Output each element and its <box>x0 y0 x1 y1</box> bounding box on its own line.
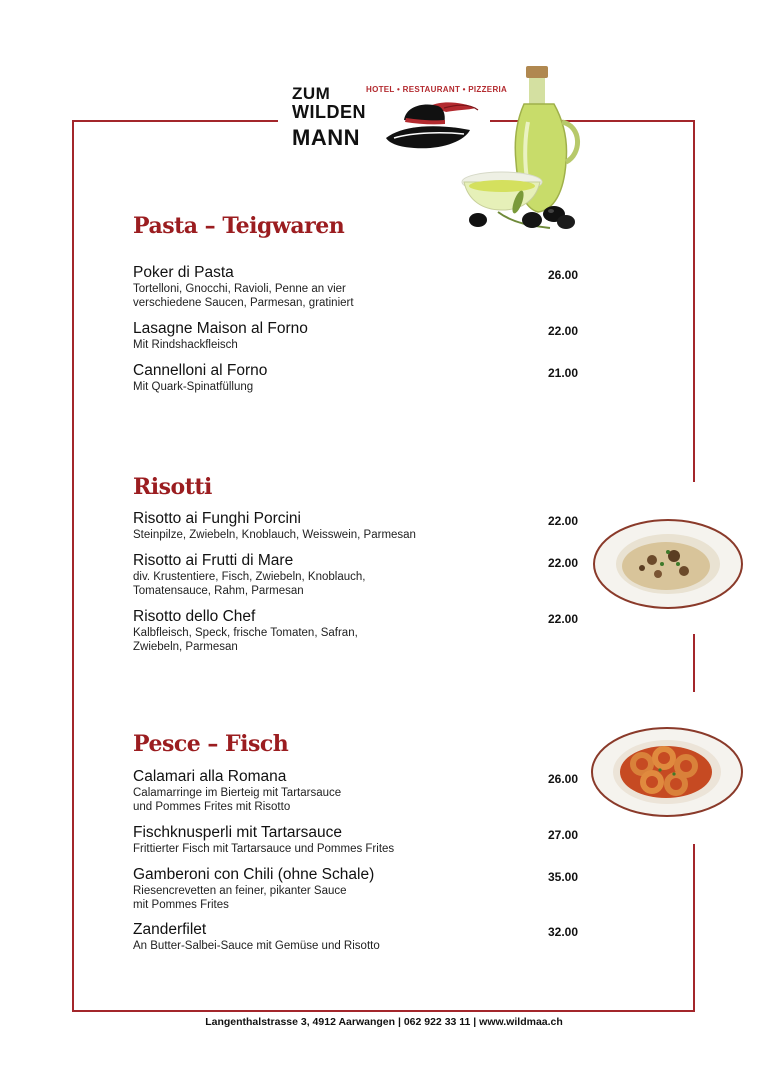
item-price: 35.00 <box>547 870 578 884</box>
item-name: Zanderfilet <box>133 921 207 938</box>
item-price: 22.00 <box>547 514 578 528</box>
item-name: Risotto ai Frutti di Mare <box>133 552 294 569</box>
logo-word-wilden: WILDEN <box>292 102 366 122</box>
item-name: Fischknusperli mit Tartarsauce <box>133 824 343 841</box>
menu-item <box>133 768 578 814</box>
item-description: Mit Rindshackfleisch <box>133 339 238 351</box>
item-price: 21.00 <box>547 366 578 380</box>
item-price: 22.00 <box>547 612 578 626</box>
calamari-dish-image <box>590 724 744 820</box>
item-description: Tortelloni, Gnocchi, Ravioli, Penne an vier verschiedene Saucen, Parmesan, gratiniert <box>133 283 354 309</box>
risotto-dish-image <box>592 516 744 612</box>
logo-tagline: HOTEL • RESTAURANT • PIZZERIA <box>366 85 508 94</box>
item-description: div. Krustentiere, Fisch, Zwiebeln, Knoblauch, Tomatensauce, Rahm, Parmesan <box>133 571 366 597</box>
item-description: Kalbfleisch, Speck, frische Tomaten, Safran, Zwiebeln, Parmesan <box>133 627 358 653</box>
item-price: 32.00 <box>547 925 578 939</box>
section-title-risotti: Risotti <box>133 474 212 500</box>
menu-item <box>133 552 578 598</box>
menu-item <box>133 921 578 953</box>
item-description: Calamarringe im Bierteig mit Tartarsauce und Pommes Frites mit Risotto <box>133 787 342 813</box>
item-price: 26.00 <box>547 268 578 282</box>
section-title-fisch: Pesce – Fisch <box>133 731 289 757</box>
item-price: 27.00 <box>547 828 578 842</box>
item-description: Frittierter Fisch mit Tartarsauce und Pommes Frites <box>133 843 395 855</box>
item-name: Poker di Pasta <box>133 264 234 281</box>
menu-item <box>133 866 578 912</box>
footer-contact: Langenthalstrasse 3, 4912 Aarwangen | 062 922 33 11 | www.wildmaa.ch <box>205 1016 563 1028</box>
menu-item <box>133 824 578 856</box>
item-name: Gamberoni con Chili (ohne Schale) <box>133 866 375 883</box>
item-description: Riesencrevetten an feiner, pikanter Sauce mit Pommes Frites <box>133 885 347 911</box>
logo-word-mann: MANN <box>292 125 360 150</box>
item-name: Lasagne Maison al Forno <box>133 320 308 337</box>
item-description: Mit Quark-Spinatfüllung <box>133 381 254 393</box>
menu-item <box>133 362 578 394</box>
item-price: 22.00 <box>547 556 578 570</box>
olive-oil-icon <box>458 62 582 234</box>
menu-item <box>133 510 578 542</box>
item-name: Risotto dello Chef <box>133 608 256 625</box>
item-name: Cannelloni al Forno <box>133 362 268 379</box>
menu-item <box>133 264 578 310</box>
item-description: Steinpilze, Zwiebeln, Knoblauch, Weisswein, Parmesan <box>133 529 416 541</box>
menu-item <box>133 608 578 654</box>
item-price: 22.00 <box>547 324 578 338</box>
item-name: Calamari alla Romana <box>133 768 287 785</box>
item-description: An Butter-Salbei-Sauce mit Gemüse und Risotto <box>133 940 380 952</box>
item-name: Risotto ai Funghi Porcini <box>133 510 301 527</box>
logo-word-zum: ZUM <box>292 84 331 103</box>
section-title-pasta: Pasta – Teigwaren <box>133 213 345 239</box>
item-price: 26.00 <box>547 772 578 786</box>
menu-item <box>133 320 578 352</box>
